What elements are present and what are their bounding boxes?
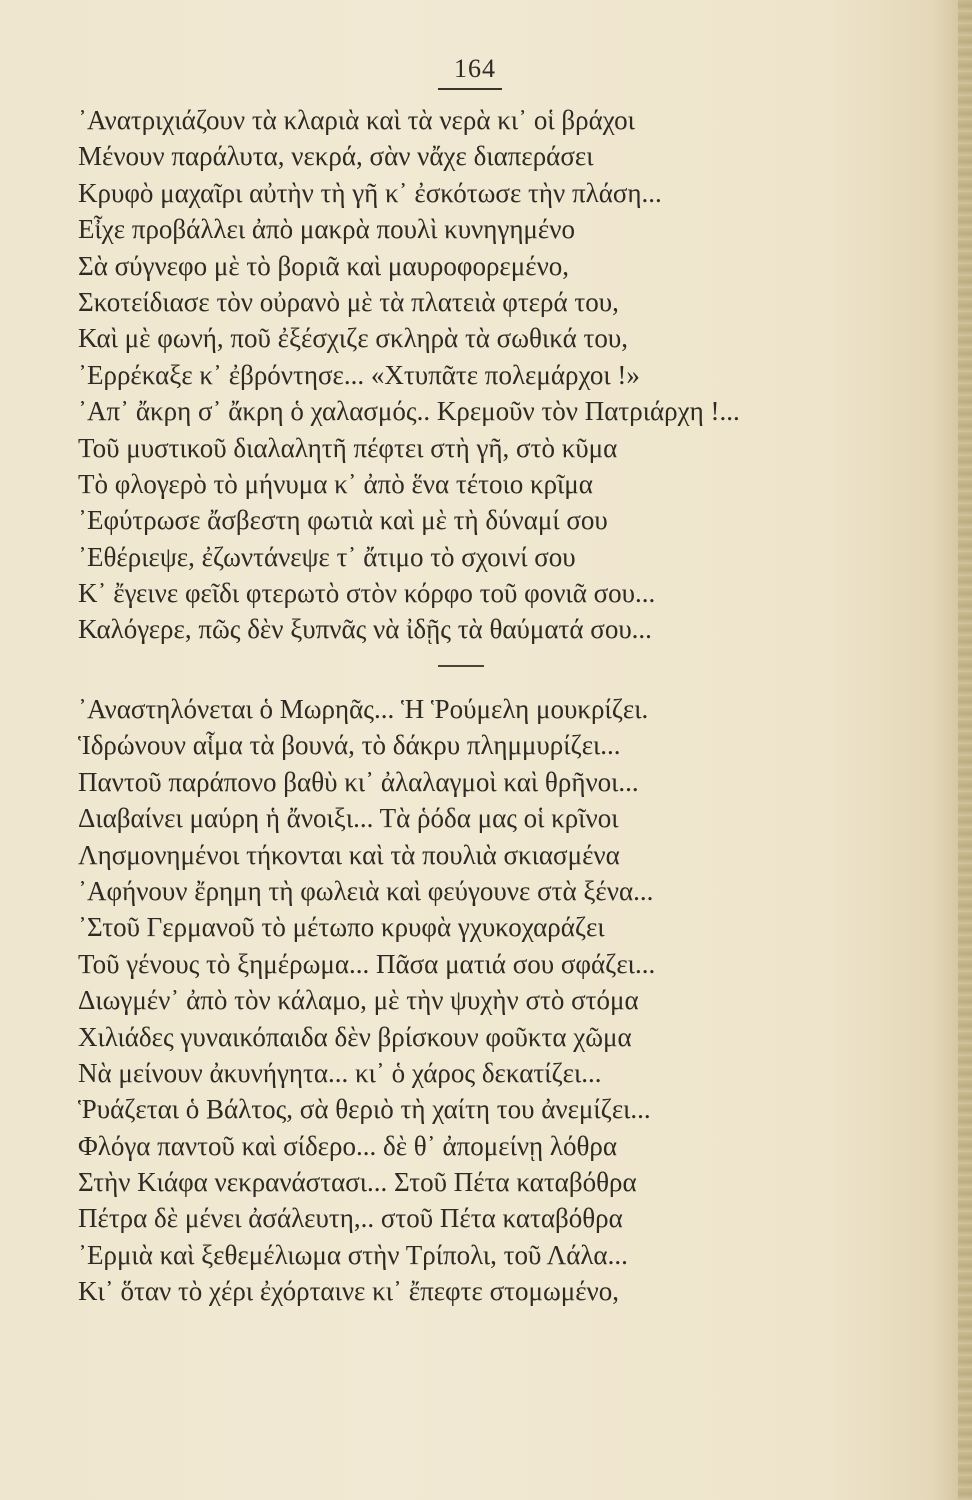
verse-line: ᾿Ερρέκαξε κ᾿ ἐβρόντησε... «Χτυπᾶτε πολεμάρχοι !» <box>78 359 640 390</box>
verse-line: Καὶ μὲ φωνή, ποῦ ἐξέσχιζε σκληρὰ τὰ σωθικά του, <box>78 323 628 354</box>
stanza-separator <box>438 665 484 667</box>
verse-line: Καλόγερε, πῶς δὲν ξυπνᾶς νὰ ἰδῇς τὰ θαύματά σου... <box>78 614 652 645</box>
verse-line: Κρυφὸ μαχαῖρι αὐτὴν τὴ γῆ κ᾿ ἐσκότωσε τὴν πλάση... <box>78 177 662 208</box>
verse-line: Νὰ μείνουν ἀκυνήγητα... κι᾿ ὁ χάρος δεκατίζει... <box>78 1057 602 1088</box>
verse-line: Κι᾿ ὅταν τὸ χέρι ἐχόρταινε κι᾿ ἔπεφτε στομωμένο, <box>78 1276 619 1307</box>
verse-line: Φλόγα παντοῦ καὶ σίδερο... δὲ θ᾿ ἀπομείνῃ λόθρα <box>78 1130 618 1161</box>
stanza-2 <box>78 691 898 1310</box>
verse-line: ᾿Ανατριχιάζουν τὰ κλαριὰ καὶ τὰ νερὰ κι᾿ οἱ βράχοι <box>78 105 635 135</box>
verse-line: ᾿Αφήνουν ἔρημη τὴ φωλειὰ καὶ φεύγουνε στὰ ξένα... <box>78 875 654 906</box>
verse-line: Εἶχε προβάλλει ἀπὸ μακρὰ πουλὶ κυνηγημένο <box>78 214 575 245</box>
verse-line: Τὸ φλογερὸ τὸ μήνυμα κ᾿ ἀπὸ ἕνα τέτοιο κρῖμα <box>78 468 593 499</box>
verse-line: Τοῦ γένους τὸ ξημέρωμα... Πᾶσα ματιά σου σφάζει... <box>78 948 656 979</box>
verse-line: Ἱδρώνουν αἷμα τὰ βουνά, τὸ δάκρυ πλημμυρίζει... <box>78 730 621 761</box>
verse-line: Λησμονημένοι τήκονται καὶ τὰ πουλιὰ σκιασμένα <box>78 839 620 870</box>
verse-line: Μένουν παράλυτα, νεκρά, σὰν νἄχε διαπεράσει <box>78 141 594 172</box>
stanza-1 <box>78 102 898 648</box>
verse-line: ᾿Απ᾿ ἄκρη σ᾿ ἄκρη ὁ χαλασμός.. Κρεμοῦν τὸν Πατριάρχη !... <box>78 396 740 427</box>
verse-line: Κ᾿ ἔγεινε φεῖδι φτερωτὸ στὸν κόρφο τοῦ φονιᾶ σου... <box>78 578 656 609</box>
verse-line: ᾿Εθέριεψε, ἐζωντάνεψε τ᾿ ἄτιμο τὸ σχοινί σου <box>78 541 576 572</box>
verse-line: Χιλιάδες γυναικόπαιδα δὲν βρίσκουν φοῦκτα χῶμα <box>78 1021 632 1052</box>
verse-line: Σκοτείδιασε τὸν οὐρανὸ μὲ τὰ πλατειὰ φτερά του, <box>78 286 619 317</box>
verse-line: ᾿Αναστηλόνεται ὁ Μωρηᾶς... Ἡ Ῥούμελη μουκρίζει. <box>78 694 649 724</box>
verse-line: Τοῦ μυστικοῦ διαλαλητῆ πέφτει στὴ γῆ, στὸ κῦμα <box>78 432 618 463</box>
verse-line: Στὴν Κιάφα νεκρανάστασι... Στοῦ Πέτα καταβόθρα <box>78 1167 637 1198</box>
page-number: 164 <box>454 54 496 83</box>
verse-line: Διωγμέν᾿ ἀπὸ τὸν κάλαμο, μὲ τὴν ψυχὴν στὸ στόμα <box>78 985 639 1016</box>
verse-line: ᾿Στοῦ Γερμανοῦ τὸ μέτωπο κρυφὰ γχυκοχαράζει <box>78 912 605 943</box>
verse-line: ᾿Ερμιὰ καὶ ξεθεμέλιωμα στὴν Τρίπολι, τοῦ Λάλα... <box>78 1239 628 1270</box>
verse-line: Παντοῦ παράπονο βαθὺ κι᾿ ἀλαλαγμοὶ καὶ θρῆνοι... <box>78 766 639 797</box>
verse-line: Πέτρα δὲ μένει ἀσάλευτη,.. στοῦ Πέτα καταβόθρα <box>78 1203 623 1234</box>
page-edge <box>958 0 972 1500</box>
verse-line: Διαβαίνει μαύρη ἡ ἄνοιξι... Τὰ ῥόδα μας οἱ κρῖνοι <box>78 803 619 834</box>
verse-line: ᾿Εφύτρωσε ἄσβεστη φωτιὰ καὶ μὲ τὴ δύναμί σου <box>78 505 608 536</box>
page-number-underline <box>438 88 502 90</box>
verse-line: Σὰ σύγνεφο μὲ τὸ βοριᾶ καὶ μαυροφορεμένο, <box>78 250 570 281</box>
verse-line: Ῥυάζεται ὁ Βάλτος, σὰ θεριὸ τὴ χαίτη του ἀνεμίζει... <box>78 1094 651 1125</box>
